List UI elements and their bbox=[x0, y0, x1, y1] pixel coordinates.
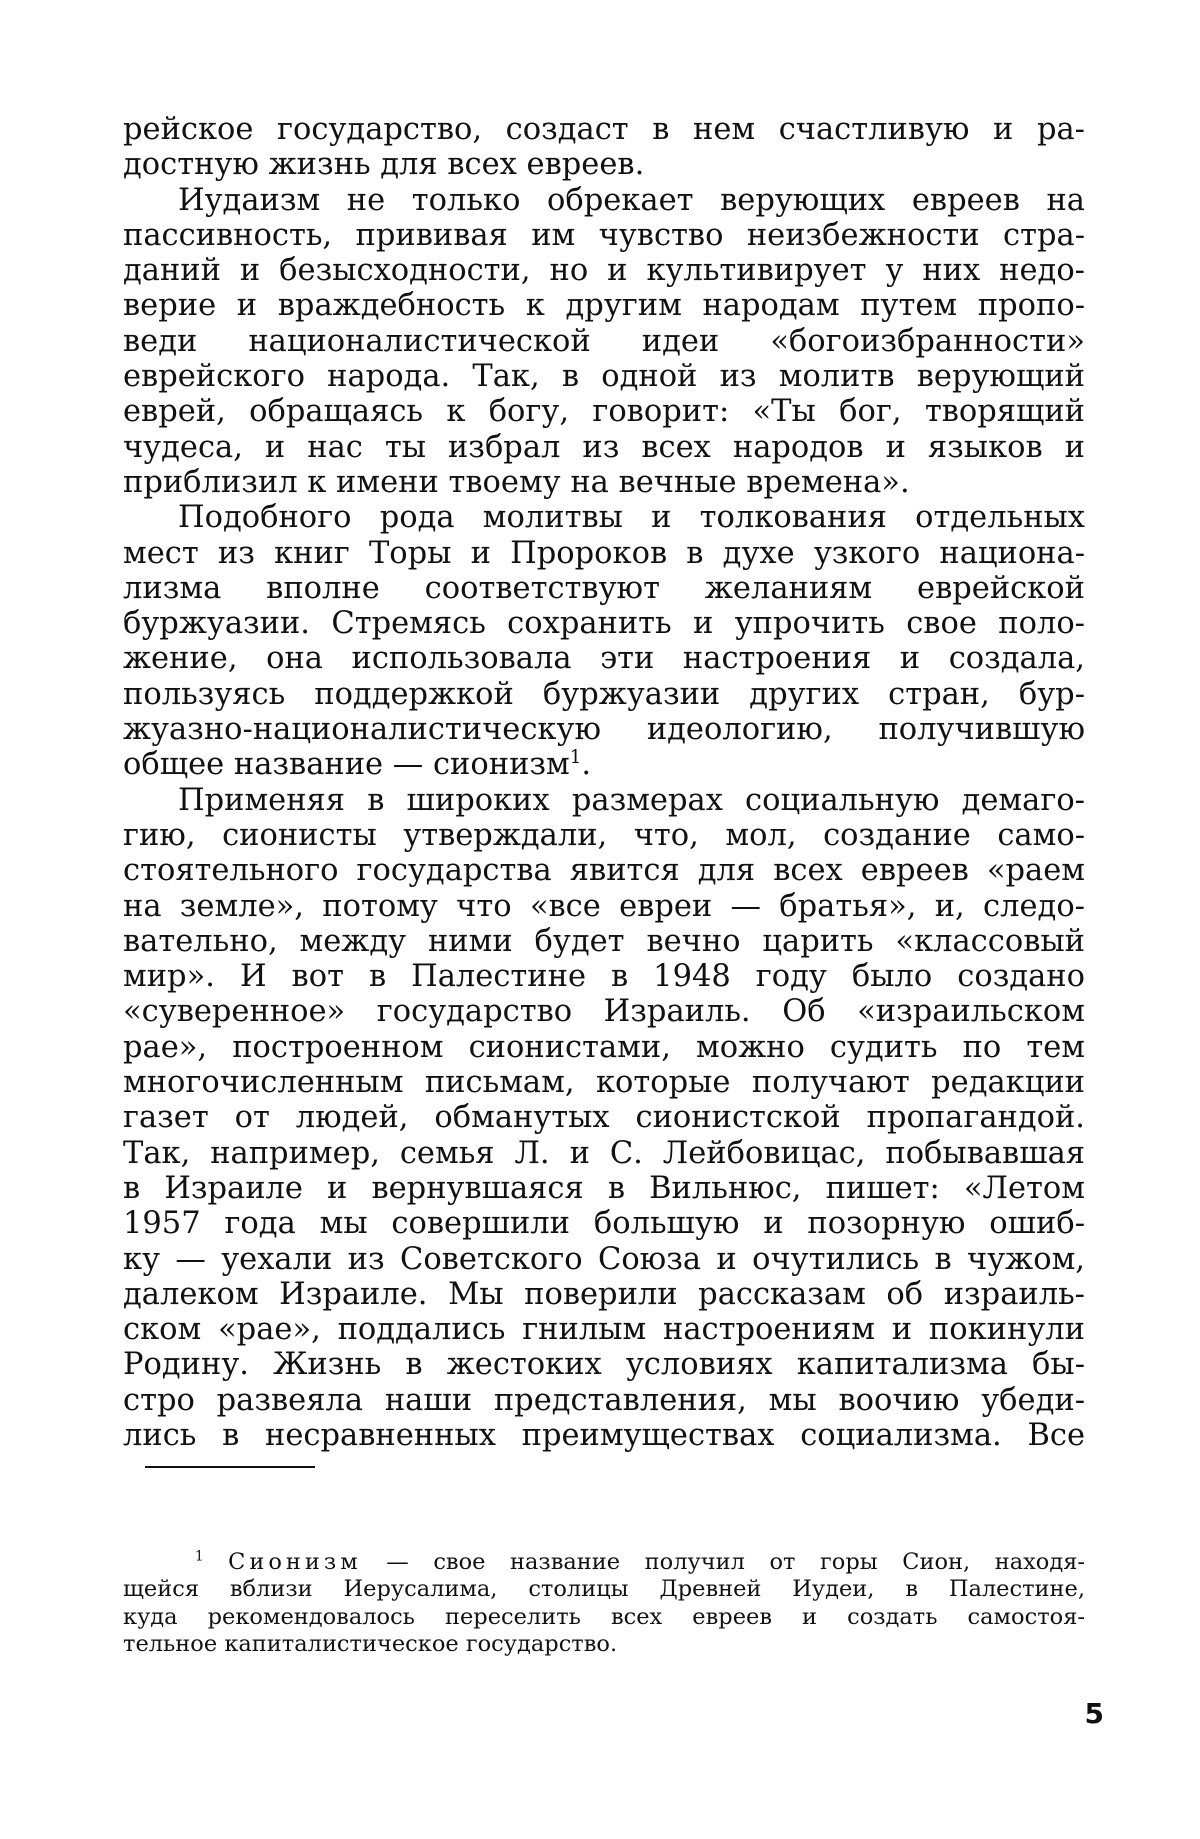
text-line: Так, например, семья Л. и С. Лейбовицас, побывавшая bbox=[123, 1135, 1085, 1171]
footnote-divider bbox=[145, 1466, 315, 1468]
footnote-line: куда рекомендовалось переселить всех евреев и создать самостоя- bbox=[123, 1603, 1085, 1630]
footnote-marker: 1 bbox=[569, 747, 582, 769]
text-line: мест из книг Торы и Пророков в духе узкого национа- bbox=[123, 535, 1085, 571]
text-line: 1957 года мы совершили большую и позорную ошиб- bbox=[123, 1206, 1085, 1242]
footnote bbox=[123, 1549, 1085, 1658]
text-line: еврейского народа. Так, в одной из молитв верующий bbox=[123, 359, 1085, 395]
footnote-marker: 1 bbox=[195, 1548, 204, 1565]
text-line: стро развеяла наши представления, мы воочию убеди- bbox=[123, 1382, 1085, 1418]
text-line: Применяя в широких размерах социальную демаго- bbox=[178, 782, 1085, 818]
trailing-punctuation: . bbox=[581, 747, 592, 783]
text-line: на земле», потому что «все евреи — братья», и, следо- bbox=[123, 888, 1085, 924]
text-line: рае», построенном сионистами, можно судить по тем bbox=[123, 1029, 1085, 1065]
footnote-text: — свое название получил от горы Сион, находя- bbox=[361, 1549, 1085, 1575]
text-line: пассивность, прививая им чувство неизбежности стра- bbox=[123, 217, 1085, 253]
text-line: ку — уехали из Советского Союза и очутились в чужом, bbox=[123, 1241, 1085, 1277]
text-line: буржуазии. Стремясь сохранить и упрочить свое поло- bbox=[123, 606, 1085, 642]
text-line: ском «рае», поддались гнилым настроениям и покинули bbox=[123, 1312, 1085, 1348]
text-line: Иудаизм не только обрекает верующих евреев на bbox=[178, 182, 1085, 218]
footnote-line bbox=[123, 1549, 1085, 1576]
paragraph-2 bbox=[123, 183, 1085, 501]
text-line: лись в несравненных преимуществах социализма. Все bbox=[123, 1417, 1085, 1453]
paragraph-3 bbox=[123, 500, 1085, 782]
text-line: в Израиле и вернувшаяся в Вильнюс, пишет: «Летом bbox=[123, 1170, 1085, 1206]
text-line-content: общее название — сионизм bbox=[123, 747, 570, 783]
text-line: верие и враждебность к другим народам путем пропо- bbox=[123, 288, 1085, 324]
text-line: чудеса, и нас ты избрал из всех народов и языков и bbox=[123, 429, 1085, 465]
text-line: приблизил к имени твоему на вечные времена». bbox=[123, 464, 910, 500]
main-text bbox=[123, 112, 1085, 1453]
text-line: многочисленным письмам, которые получают редакции bbox=[123, 1065, 1085, 1101]
text-line: жение, она использовала эти настроения и создала, bbox=[123, 641, 1085, 677]
text-line bbox=[123, 747, 1085, 782]
text-line: вательно, между ними будет вечно царить «классовый bbox=[123, 923, 1085, 959]
footnote-term: Сионизм bbox=[228, 1549, 362, 1575]
text-line: мир». И вот в Палестине в 1948 году было создано bbox=[123, 959, 1085, 995]
paragraph-1 bbox=[123, 112, 1085, 183]
text-line: еврей, обращаясь к богу, говорит: «Ты бог, творящий bbox=[123, 394, 1085, 430]
footnote-line: тельное капиталистическое государство. bbox=[123, 1630, 618, 1657]
text-line: даний и безысходности, но и культивирует у них недо- bbox=[123, 253, 1085, 289]
text-line: пользуясь поддержкой буржуазии других стран, бур- bbox=[123, 676, 1085, 712]
page-number: 5 bbox=[1084, 1697, 1104, 1730]
text-line: Подобного рода молитвы и толкования отдельных bbox=[178, 500, 1085, 536]
text-line: далеком Израиле. Мы поверили рассказам об израиль- bbox=[123, 1276, 1085, 1312]
text-line: веди националистической идеи «богоизбранности» bbox=[123, 323, 1085, 359]
paragraph-4 bbox=[123, 783, 1085, 1454]
text-line: Родину. Жизнь в жестоких условиях капитализма бы- bbox=[123, 1347, 1085, 1383]
page-body bbox=[123, 112, 1085, 1453]
text-line: достную жизнь для всех евреев. bbox=[123, 147, 645, 183]
text-line: гию, сионисты утверждали, что, мол, создание само- bbox=[123, 817, 1085, 853]
footnote-line: щейся вблизи Иерусалима, столицы Древней Иудеи, в Палестине, bbox=[123, 1576, 1085, 1603]
text-line: «суверенное» государство Израиль. Об «израильском bbox=[123, 994, 1085, 1030]
text-line: рейское государство, создаст в нем счастливую и ра- bbox=[123, 112, 1085, 147]
text-line: стоятельного государства явится для всех евреев «раем bbox=[123, 853, 1085, 889]
text-line: жуазно-националистическую идеологию, получившую bbox=[123, 712, 1085, 748]
text-line: лизма вполне соответствуют желаниям еврейской bbox=[123, 570, 1085, 606]
text-line: газет от людей, обманутых сионистской пропагандой. bbox=[123, 1100, 1085, 1136]
